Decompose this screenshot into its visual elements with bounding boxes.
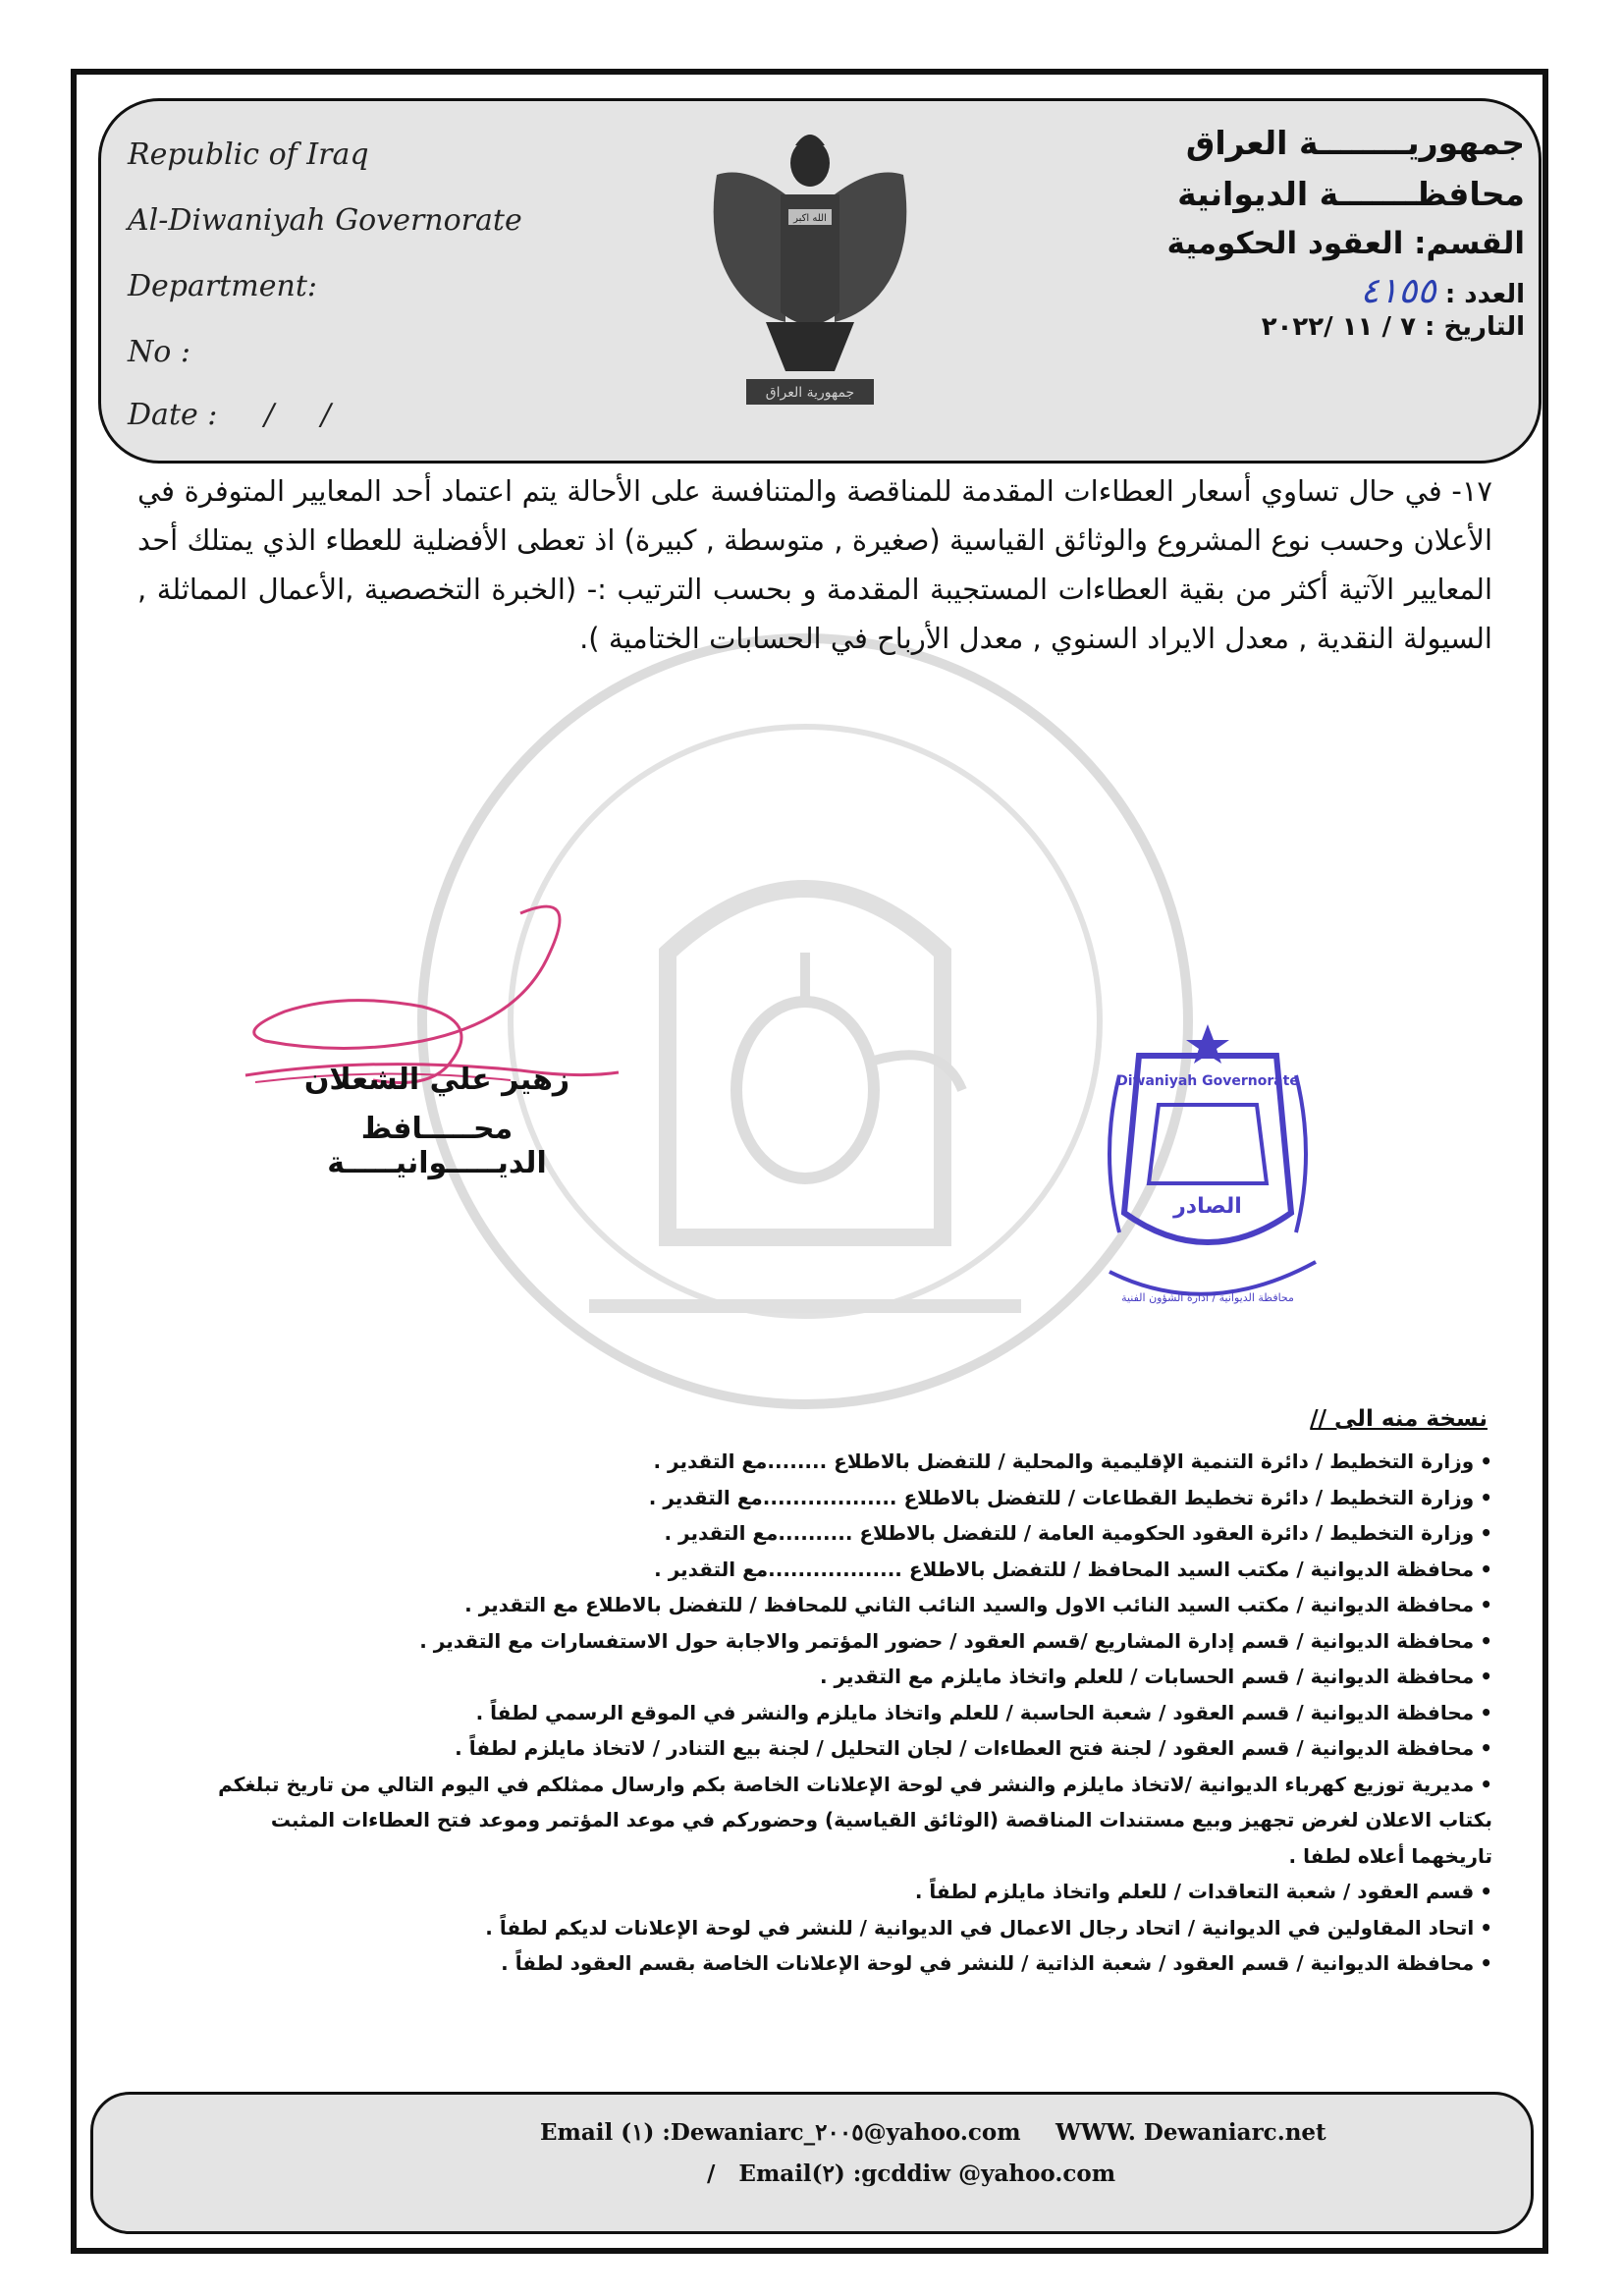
footer-email-1: Email (١) :Dewaniarc_٢٠٠٥@yahoo.com <box>540 2119 1021 2146</box>
en-country: Republic of Iraq <box>128 137 369 172</box>
copies-list <box>206 1444 1492 1982</box>
en-date: Date : / / <box>128 398 331 432</box>
svg-text:محافظة الديوانية / ادارة الشؤو: محافظة الديوانية / ادارة الشؤون الفنية <box>1121 1291 1294 1304</box>
list-item: •وزارة التخطيط / دائرة العقود الحكومية العامة / للتفضل بالاطلاع ..........مع التقدير . <box>664 1521 1492 1545</box>
copies-heading: نسخة منه الى // <box>1310 1406 1488 1432</box>
ar-date <box>1262 312 1525 342</box>
signatory-name: زهير علي الشعلان <box>303 1063 570 1097</box>
iraq-eagle-emblem <box>687 126 933 420</box>
ar-number-value: ٤١٥٥ <box>1360 271 1436 311</box>
list-item: •محافظة الديوانية / قسم العقود / لجنة فتح العطاءات / لجان التحليل / لجنة بيع التنادر / لاتخاذ مايلزم لطفاً . <box>455 1736 1492 1760</box>
ar-date-label: التاريخ : <box>1425 312 1525 342</box>
svg-text:Diwaniyah Governorate: Diwaniyah Governorate <box>1116 1073 1299 1089</box>
list-item: •وزارة التخطيط / دائرة تخطيط القطاعات / للتفضل بالاطلاع ..................مع التقدير . <box>648 1485 1492 1509</box>
list-item: •محافظة الديوانية / قسم العقود / شعبة الحاسبة / للعلم واتخاذ مايلزم والنشر في الموقع الرسمي لطفاً . <box>475 1700 1492 1724</box>
ar-country: جمهوريــــــــة العراق <box>1185 124 1525 162</box>
ar-number <box>1360 271 1525 311</box>
official-stamp <box>1080 1016 1335 1370</box>
list-item: •مديرية توزيع كهرباء الديوانية /لاتخاذ مايلزم والنشر في لوحة الإعلانات الخاصة بكم وارسال ممثلكم في اليوم التالي من تاريخ تبلغكم بكتاب الاعلان لغرض تجهيز وبيع مستندات المناقصة (الوثائق القياسية) وحضوركم في موعد المؤتمر وموعد فتح العطاءات المثبت تاريخهما أعلاه لطفا . <box>218 1772 1492 1868</box>
signatory-title: محـــــافظ الديـــــوانيـــــة <box>327 1112 547 1180</box>
list-item: •محافظة الديوانية / قسم الحسابات / للعلم واتخاذ مايلزم مع التقدير . <box>819 1665 1492 1688</box>
en-number: No : <box>128 335 190 369</box>
clause-17-paragraph: ١٧- في حال تساوي أسعار العطاءات المقدمة للمناقصة والمتنافسة على الأحالة يتم اعتماد أحد المعايير المتوفرة في الأعلان وحسب نوع المشروع والوثائق القياسية (صغيرة , متوسطة , كبيرة) اذ تعطى الأفضلية للعطاء الذي يمتلك أحد المعايير الآتية أكثر من بقية العطاءات المستجيبة المقدمة و بحسب الترتيب :- (الخبرة التخصصية ,الأعمال المماثلة , السيولة النقدية , معدل الايراد السنوي , معدل الأرباح في الحسابات الختامية ). <box>137 474 1492 655</box>
list-item: •محافظة الديوانية / مكتب السيد المحافظ / للتفضل بالاطلاع ..................مع التقدير . <box>654 1557 1492 1581</box>
list-item: •محافظة الديوانية / قسم إدارة المشاريع /قسم العقود / حضور المؤتمر والاجابة حول الاستفسارات مع التقدير . <box>419 1628 1492 1653</box>
list-item: •وزارة التخطيط / دائرة التنمية الإقليمية والمحلية / للتفضل بالاطلاع ........مع التقدير . <box>653 1449 1492 1473</box>
footer-website: WWW. Dewaniarc.net <box>1055 2119 1326 2146</box>
svg-text:الصادر: الصادر <box>1173 1194 1242 1219</box>
svg-text:الله اكبر: الله اكبر <box>793 213 827 224</box>
list-item: •قسم العقود / شعبة التعاقدات / للعلم واتخاذ مايلزم لطفاً . <box>914 1880 1492 1903</box>
ar-department: القسم: العقود الحكومية <box>1166 226 1525 261</box>
en-governorate: Al-Diwaniyah Governorate <box>128 203 522 238</box>
footer-email-2: / Email(٢) :gcddiw @yahoo.com <box>707 2160 1116 2187</box>
list-item: •محافظة الديوانية / قسم العقود / شعبة الذاتية / للنشر في لوحة الإعلانات الخاصة بقسم العقود لطفاً . <box>501 1951 1492 1975</box>
list-item: •اتحاد المقاولين في الديوانية / اتحاد رجال الاعمال في الديوانية / للنشر في لوحة الإعلانات لديكم لطفاً . <box>485 1915 1492 1940</box>
list-item: •محافظة الديوانية / مكتب السيد النائب الاول والسيد النائب الثاني للمحافظ / للتفضل بالاطلاع مع التقدير . <box>464 1593 1492 1616</box>
ar-number-label: العدد : <box>1444 280 1525 309</box>
ar-date-value: ٧ / ١١ /٢٠٢٢ <box>1261 312 1416 342</box>
svg-text:جمهورية العراق: جمهورية العراق <box>765 385 855 401</box>
ar-governorate: محافظـــــــة الديوانية <box>1177 175 1525 213</box>
en-department: Department: <box>128 269 317 303</box>
